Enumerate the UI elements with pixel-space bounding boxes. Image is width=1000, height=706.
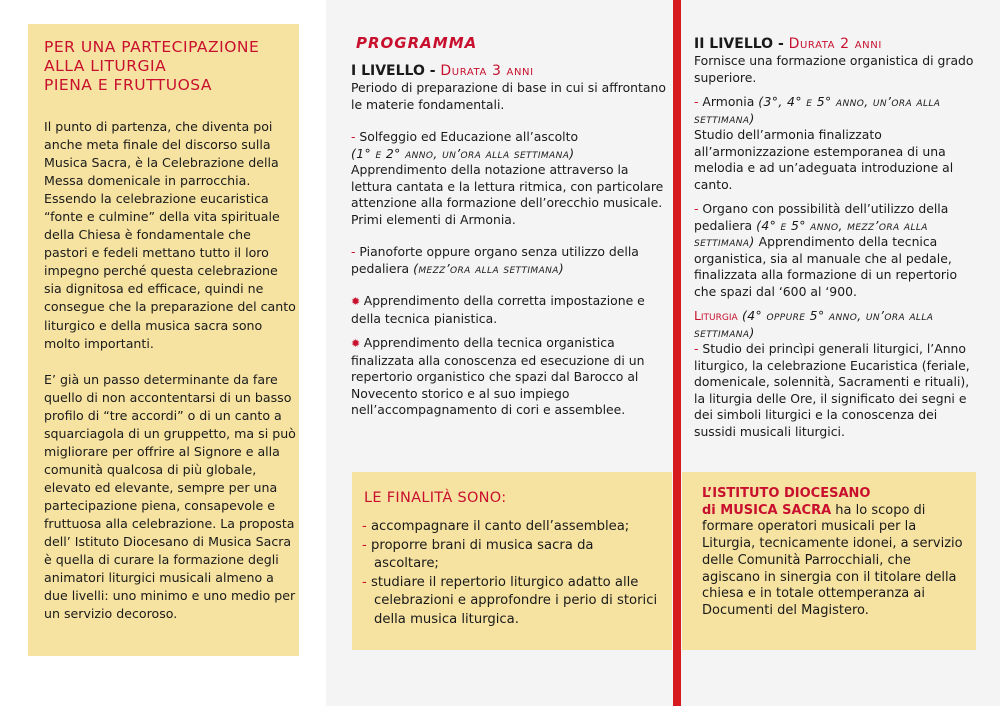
istituto-subname: di MUSICA SACRA [702, 502, 832, 518]
level2-intro: Fornisce una formazione organistica di grado superiore. [694, 53, 974, 85]
level1-duration: Durata 3 anni [440, 63, 534, 79]
level1-item-note: (1° e 2° anno, un’ora alla settimana) [351, 145, 575, 161]
list-item: - proporre brani di musica sacra da ascoltare; [362, 537, 594, 571]
istituto-text: L’ISTITUTO DIOCESANO di MUSICA SACRA ha lo scopo di formare operatori musicali per la Liturgia, tecnicamente idonei, a servizio delle Comunità Parrocchiali, che agiscano in sinergia con il titolare della chiesa e in totale ottemperanza ai Documenti del Magistero. [702, 486, 963, 618]
intro-body [44, 118, 298, 641]
intro-title-line: ALLA LITURGIA [44, 57, 167, 75]
red-divider-line [673, 0, 681, 706]
intro-paragraph: Il punto di partenza, che diventa poi anche meta finale del discorso sulla Musica Sacra, è la Celebrazione della Messa domenicale in parrocchia. Essendo la celebrazione eucaristica “fonte e culmine” della vita spirituale della Chiesa è fondamentale che pastori e fedeli mettano tutto il loro impegno perché questa celebrazione sia dignitosa ed efficace, quindi ne consegue che la preparazione del canto liturgico e della musica sacra sono molto importanti. [44, 119, 296, 351]
level2-liturgia-desc: - Studio dei princìpi generali liturgici, l’Anno liturgico, la celebrazione Eucaristica (feriale, domenicale, solennità, Sacramenti e rituali), la liturgia delle Ore, il significato dei segni e dei simboli liturgici e la conoscenza dei sussidi musicali liturgici. [694, 341, 970, 439]
list-item: - accompagnare il canto dell’assemblea; [362, 519, 630, 534]
intro-title-line: PIENA E FRUTTUOSA [44, 76, 213, 94]
finalita-list [362, 518, 662, 629]
level2-item-organo: - Organo con possibilità dell’utilizzo della pedaliera (4° e 5° anno, mezz’ora alla settimana) Apprendimento della tecnica organistica, sia al manuale che al pedale, finalizzata alla formazione di un repertorio che spazi dal ‘600 al ‘900. [694, 201, 958, 299]
intro-title [44, 38, 294, 95]
level2-item-armonia: - Armonia (3°, 4° e 5° anno, un’ora alla settimana) [694, 94, 941, 126]
level2-armonia-desc: Studio dell’armonia finalizzato all’armonizzazione estemporanea di una melodia e ad un’adeguata introduzione al canto. [694, 127, 954, 192]
list-item: - studiare il repertorio liturgico adatto alle celebrazioni e approfondre i perio di storici della musica liturgica. [362, 574, 658, 627]
level1-title: I LIVELLO - Durata 3 anni [351, 63, 534, 79]
programma-heading: PROGRAMMA [356, 34, 478, 52]
finalita-title: LE FINALITÀ SONO: [364, 490, 507, 506]
level1-item-pianoforte: - Pianoforte oppure organo senza utilizzo della pedaliera (mezz’ora alla settimana) [351, 244, 639, 276]
level2-item-liturgia: Liturgia (4° oppure 5° anno, un’ora alla settimana) [694, 308, 934, 340]
star-bullet-icon: ✹ [351, 337, 364, 350]
level1-section [351, 62, 669, 419]
level1-item-pianistica: ✹ Apprendimento della corretta impostazione e della tecnica pianistica. [351, 293, 645, 326]
star-bullet-icon: ✹ [351, 295, 364, 308]
istituto-name: L’ISTITUTO DIOCESANO [702, 486, 871, 501]
level2-duration: Durata 2 anni [788, 36, 882, 52]
level1-item-organistica: ✹ Apprendimento della tecnica organistica finalizzata alla conoscenza ed esecuzione di un repertorio organistico che spazi dal Barocco al Novecento storico e al suo impiego nell’accompagnamento di cori e assemblee. [351, 335, 645, 417]
level2-section [694, 35, 978, 440]
level2-title: II LIVELLO - Durata 2 anni [694, 36, 882, 52]
level1-intro: Periodo di preparazione di base in cui si affrontano le materie fondamentali. [351, 80, 666, 112]
intro-title-line: PER UNA PARTECIPAZIONE [44, 38, 260, 56]
intro-paragraph: E’ già un passo determinante da fare quello di non accontentarsi di un basso profilo di “tre accordi” o di un canto a squarciagola di un gruppetto, ma si può migliorare per offrire al Signore e alla comunità qualcosa di più globale, elevato ed elevante, sempre per una partecipazione piena, consapevole e fruttuosa alla celebrazione. La proposta dell’ Istituto Diocesano di Musica Sacra è quella di curare la formazione degli animatori liturgici musicali almeno a due livelli: uno minimo e uno medio per un servizio decoroso. [44, 371, 296, 622]
level1-item-solfeggio: - Solfeggio ed Educazione all’ascolto [351, 129, 579, 144]
level1-item-desc: Apprendimento della notazione attraverso la lettura cantata e la lettura ritmica, con particolare attenzione alla formazione dell’orecchio musicale. Primi elementi di Armonia. [351, 162, 664, 227]
